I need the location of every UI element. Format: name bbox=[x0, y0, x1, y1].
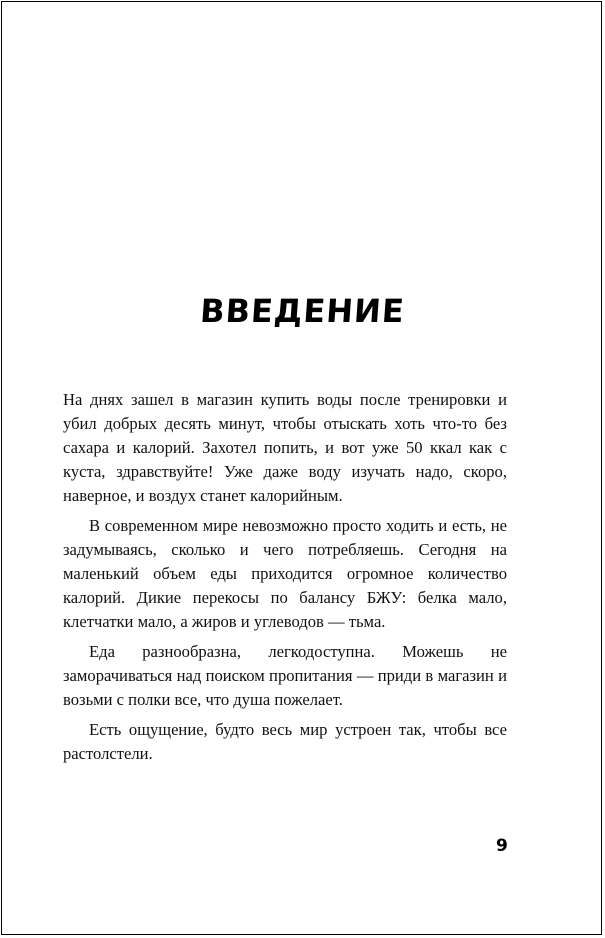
body-text bbox=[63, 388, 507, 772]
chapter-title: ВВЕДЕНИЕ bbox=[198, 292, 407, 330]
paragraph-4: Есть ощущение, будто весь мир устроен так, чтобы все растолстели. bbox=[63, 720, 507, 763]
paragraph-3: Еда разнообразна, легкодоступна. Можешь не заморачиваться над поиском пропитания — приди в магазин и возьми с полки все, что душа пожелает. bbox=[63, 642, 507, 709]
book-page bbox=[1, 1, 602, 935]
paragraph-2: В современном мире невозможно просто ходить и есть, не задумываясь, сколько и чего потребляешь. Сегодня на маленький объем еды приходится огромное количество калорий. Дикие перекосы по балансу БЖУ: белка мало, клетчатки мало, а жиров и углеводов — тьма. bbox=[63, 516, 507, 631]
page-number: 9 bbox=[496, 836, 508, 856]
paragraph-1: На днях зашел в магазин купить воды после тренировки и убил добрых десять минут, чтобы отыскать хоть что-то без сахара и калорий. Захотел попить, и вот уже 50 ккал как с куста, здравствуйте! Уже даже воду изучать надо, скоро, наверное, и воздух станет калорийным. bbox=[63, 390, 507, 505]
